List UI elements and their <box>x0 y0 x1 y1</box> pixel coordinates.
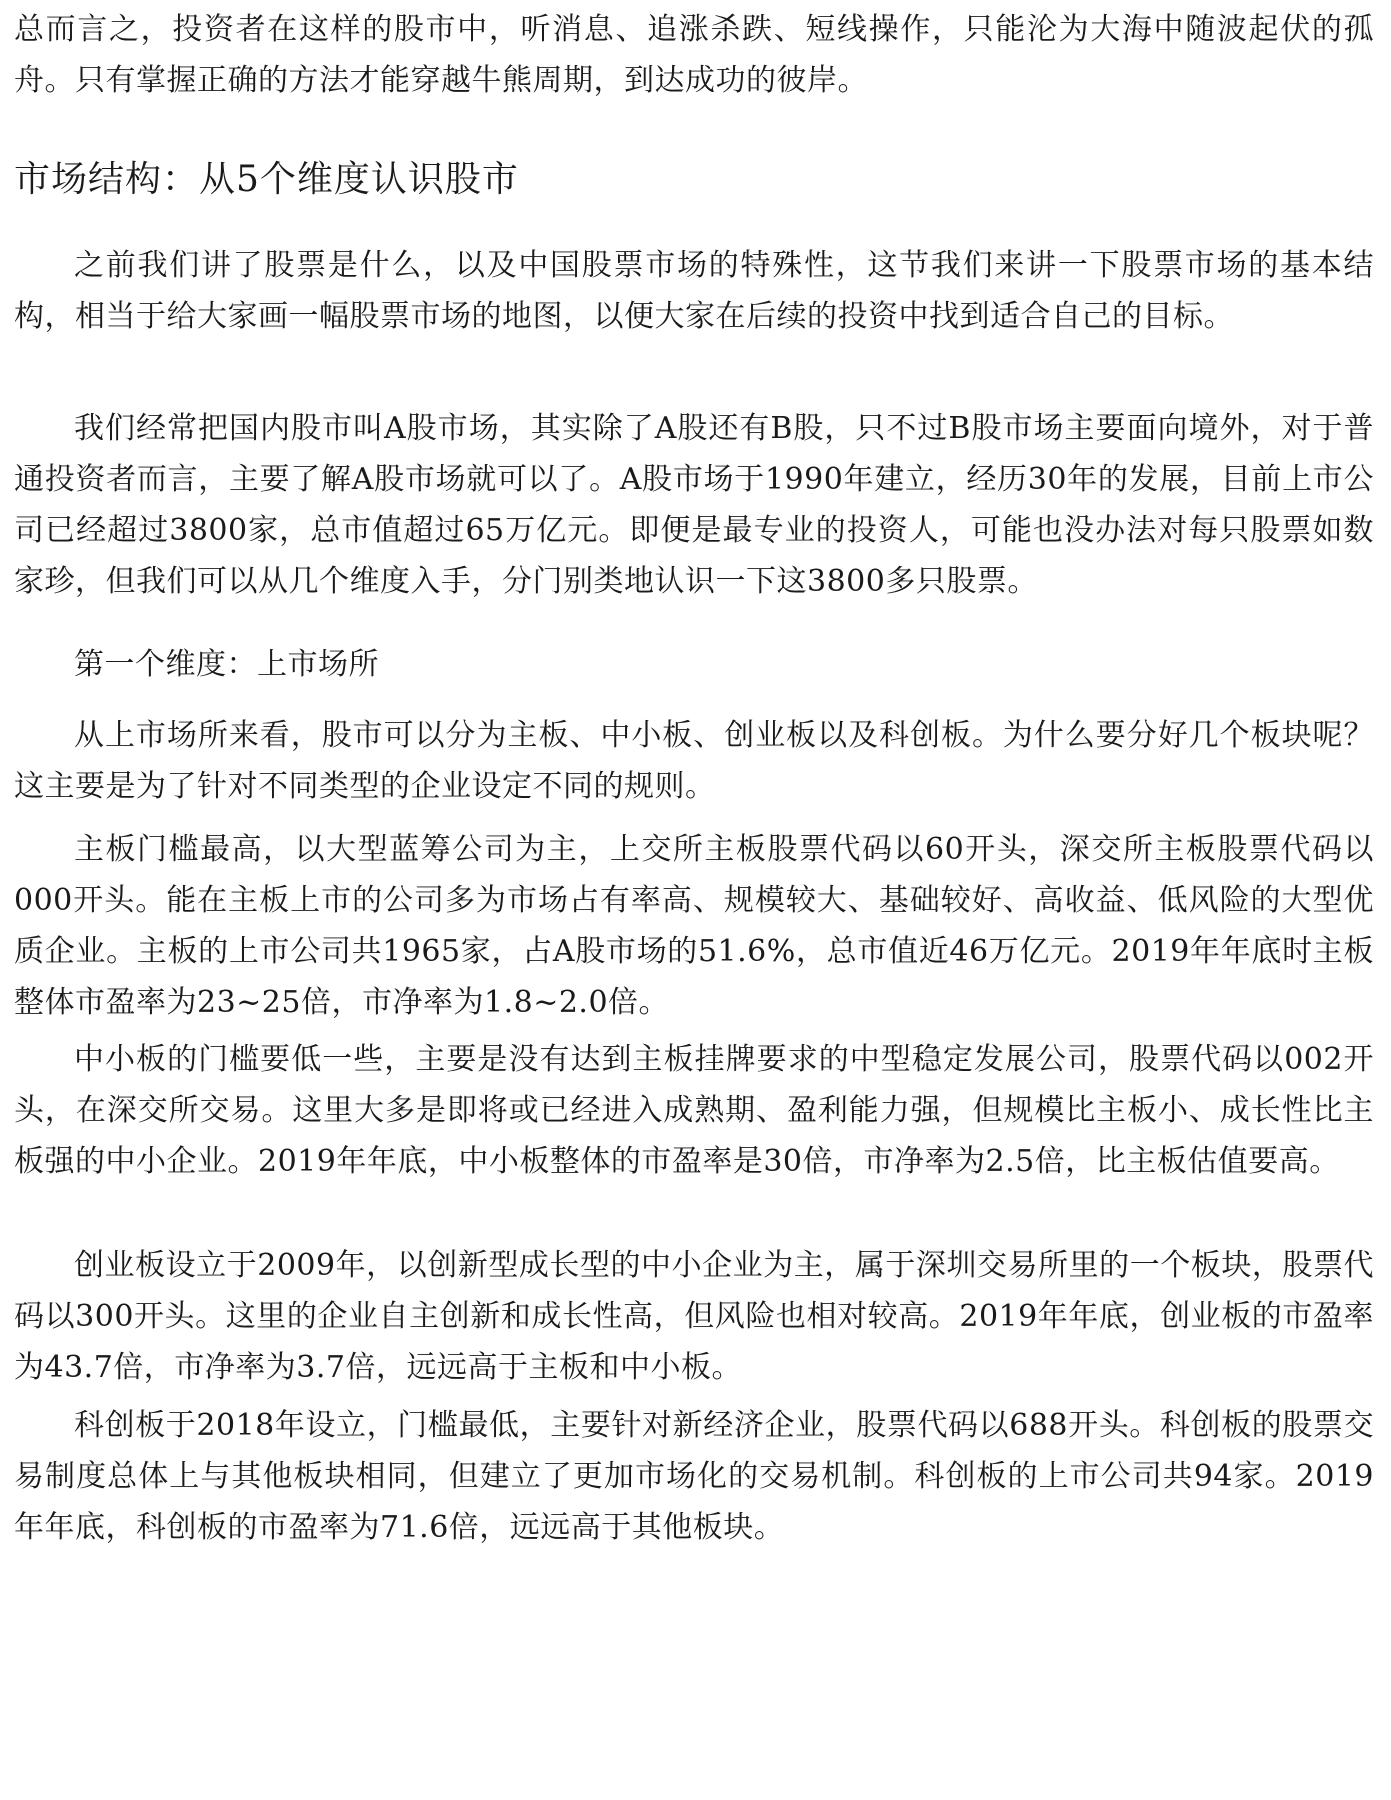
paragraph-main-board: 主板门槛最高，以大型蓝筹公司为主，上交所主板股票代码以60开头，深交所主板股票代码以000开头。能在主板上市的公司多为市场占有率高、规模较大、基础较好、高收益、低风险的大型优质企业。主板的上市公司共1965家，占A股市场的51.6%，总市值近46万亿元。2019年年底时主板整体市盈率为23~25倍，市净率为1.8~2.0倍。 <box>14 832 1374 1020</box>
section-heading: 市场结构：从5个维度认识股市 <box>14 159 519 200</box>
paragraph-listing-venues: 从上市场所来看，股市可以分为主板、中小板、创业板以及科创板。为什么要分好几个板块呢？这主要是为了针对不同类型的企业设定不同的规则。 <box>14 718 1374 804</box>
paragraph-chinext: 创业板设立于2009年，以创新型成长型的中小企业为主，属于深圳交易所里的一个板块，股票代码以300开头。这里的企业自主创新和成长性高，但风险也相对较高。2019年年底，创业板的市盈率为43.7倍，市净率为3.7倍，远远高于主板和中小板。 <box>14 1248 1374 1385</box>
paragraph-dimension-one: 第一个维度：上市场所 <box>74 647 379 682</box>
paragraph-overview: 之前我们讲了股票是什么，以及中国股票市场的特殊性，这节我们来讲一下股票市场的基本结构，相当于给大家画一幅股票市场的地图，以便大家在后续的投资中找到适合自己的目标。 <box>14 248 1374 334</box>
paragraph-sme-board: 中小板的门槛要低一些，主要是没有达到主板挂牌要求的中型稳定发展公司，股票代码以002开头，在深交所交易。这里大多是即将或已经进入成熟期、盈利能力强，但规模比主板小、成长性比主板强的中小企业。2019年年底，中小板整体的市盈率是30倍，市净率为2.5倍，比主板估值要高。 <box>14 1042 1374 1179</box>
paragraph-a-share-market: 我们经常把国内股市叫A股市场，其实除了A股还有B股，只不过B股市场主要面向境外，对于普通投资者而言，主要了解A股市场就可以了。A股市场于1990年建立，经历30年的发展，目前上市公司已经超过3800家，总市值超过65万亿元。即便是最专业的投资人，可能也没办法对每只股票如数家珍，但我们可以从几个维度入手，分门别类地认识一下这3800多只股票。 <box>14 411 1374 599</box>
paragraph-star-market: 科创板于2018年设立，门槛最低，主要针对新经济企业，股票代码以688开头。科创板的股票交易制度总体上与其他板块相同，但建立了更加市场化的交易机制。科创板的上市公司共94家。2019年年底，科创板的市盈率为71.6倍，远远高于其他板块。 <box>14 1408 1374 1545</box>
intro-paragraph: 总而言之，投资者在这样的股市中，听消息、追涨杀跌、短线操作，只能沦为大海中随波起伏的孤舟。只有掌握正确的方法才能穿越牛熊周期，到达成功的彼岸。 <box>14 12 1374 98</box>
